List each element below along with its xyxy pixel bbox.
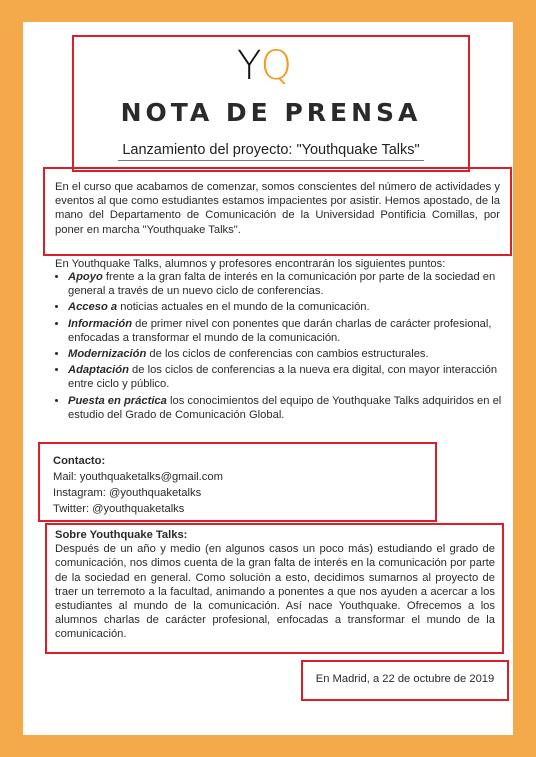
contact-heading: Contacto:	[53, 455, 106, 467]
point-text: los conocimientos del equipo de Youthquake Talks adquiridos en el estudio del Grado de Comunicación Global.	[68, 394, 502, 421]
page-subtitle: Lanzamiento del proyecto: "Youthquake Talks"	[72, 142, 470, 161]
points-list	[55, 270, 513, 424]
date-line: En Madrid, a 22 de octubre de 2019	[315, 673, 495, 685]
list-item	[68, 317, 513, 345]
point-term: Apoyo	[68, 271, 103, 283]
list-item	[68, 270, 513, 298]
point-term: Modernización	[68, 348, 147, 361]
list-item	[68, 394, 513, 422]
list-item	[68, 300, 513, 314]
contact-mail: Mail: youthquaketalks@gmail.com	[53, 471, 223, 483]
point-term: Adaptación	[68, 364, 129, 377]
about-text: Después de un año y medio (en algunos casos un poco más) estudiando el grado de comunicación, nos dimos cuenta de la gran falta de interés en la comunicación por parte de la sociedad en general. Como solución a esto, decidimos sumarnos al proyecto de traer un terremoto a la facultad, animando a ponentes a que nos ayuden a acercar a los estudiantes al mundo de la comunicación. Así nace Youthquake. Ofrecemos a los alumnos charlas de carácter profesional, enfocadas a transformar el mundo de la comunicación.	[55, 543, 495, 641]
point-text: de primer nivel con ponentes que darán charlas de carácter profesional, enfocadas a transformar el mundo de la comunicación.	[68, 317, 492, 344]
youthquake-logo: YQ	[237, 43, 291, 89]
point-term: Información	[68, 317, 133, 330]
point-text: de los ciclos de conferencias a la nueva era digital, con mayor interacción entre ciclo y público.	[68, 364, 498, 391]
point-text: frente a la gran falta de interés en la comunicación por parte de la sociedad en general a través de un nuevo ciclo de conferencias.	[68, 271, 496, 298]
page-title: NOTA DE PRENSA	[120, 98, 422, 127]
point-text: noticias actuales en el mundo de la comunicación.	[117, 301, 370, 314]
list-item	[68, 363, 513, 391]
point-term: Acceso a	[68, 301, 118, 314]
point-term: Puesta en práctica	[68, 394, 167, 407]
about-section	[55, 528, 495, 642]
point-text: de los ciclos de conferencias con cambios estructurales.	[146, 348, 429, 361]
intro-paragraph: En el curso que acabamos de comenzar, somos conscientes del número de actividades y eventos al que como estudiantes estamos impacientes por asistir. Hemos apostado, de la mano del Departamento de Comunicación de la Universidad Pontificia Comillas, por poner en marcha "Youthquake Talks".	[55, 181, 500, 236]
about-heading: Sobre Youthquake Talks:	[55, 529, 188, 541]
contact-instagram: Instagram: @youthquaketalks	[53, 487, 202, 499]
list-item	[68, 347, 513, 361]
contact-twitter: Twitter: @youthquaketalks	[53, 503, 185, 515]
contact-section	[53, 453, 433, 517]
points-intro: En Youthquake Talks, alumnos y profesores encontrarán los siguientes puntos:	[55, 258, 446, 270]
